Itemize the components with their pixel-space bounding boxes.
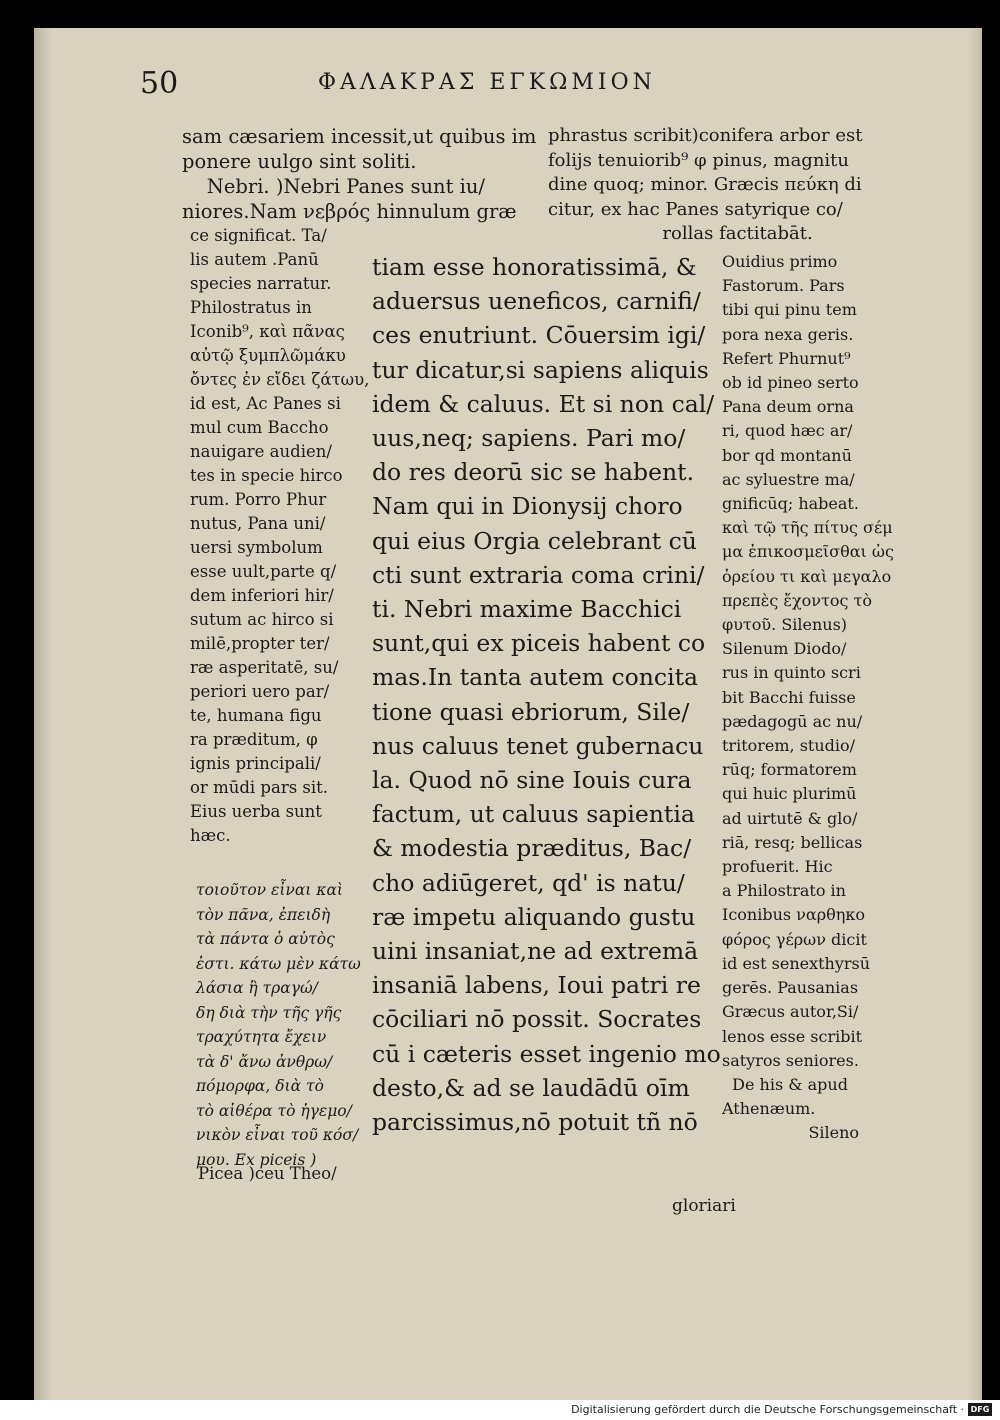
text-line: tibi qui pinu tem: [722, 300, 857, 320]
text-line: ces enutriunt. Cōuersim igi/: [372, 321, 706, 350]
text-line: τοιοῦτον εἶναι καὶ: [196, 881, 343, 899]
text-line: τὰ πάντα ὁ αὐτὸς: [196, 930, 335, 948]
text-line: qui eius Orgia celebrant cū: [372, 526, 697, 555]
text-line: φόρος γέρων dicit: [722, 929, 867, 949]
text-line: ti. Nebri maxime Bacchici: [372, 595, 682, 624]
text-line: ræ impetu aliquando gustu: [372, 902, 696, 931]
running-title: ΦΑΛΑΚΡΑΣ ΕΓΚΩΜΙΟΝ: [318, 70, 656, 95]
text-line: idem & caluus. Et si non cal/: [372, 389, 715, 418]
text-line: ad uirtutē & glo/: [722, 808, 858, 828]
text-line: gerēs. Pausanias: [722, 978, 859, 998]
text-line: periori uero par/: [190, 682, 330, 701]
text-line: tione quasi ebriorum, Sile/: [372, 697, 690, 726]
text-line: do res deorū sic se habent.: [372, 458, 695, 487]
text-line: mas.In tanta autem concita: [372, 663, 699, 692]
text-line: sutum ac hirco si: [190, 610, 334, 629]
text-line: dem inferiori hir/: [190, 586, 334, 605]
text-line: bit Bacchi fuisse: [722, 687, 856, 707]
text-line: te, humana figu: [190, 706, 322, 725]
text-line: esse uult,parte q/: [190, 562, 337, 581]
text-line: insaniā labens, Ioui patri re: [372, 971, 701, 1000]
left-column-end: [198, 1160, 376, 1188]
text-line: aduersus ueneficos, carnifi/: [372, 287, 701, 316]
text-line: De his & apud: [722, 1074, 848, 1094]
funding-notice: Digitalisierung gefördert durch die Deutsche Forschungsgemeinschaft ·: [571, 1403, 964, 1416]
text-line: μου. Ex piceis ): [196, 1150, 317, 1169]
text-line: πρεπὲς ἔχοντος τὸ: [722, 590, 873, 610]
text-line: αὐτῷ ξυμπλῶμάκυ: [190, 346, 346, 365]
text-line: milē,propter ter/: [190, 634, 330, 653]
text-line: nus caluus tenet gubernacu: [372, 731, 704, 760]
text-line: uini insaniat,ne ad extremā: [372, 937, 699, 966]
text-line: la. Quod nō sine Iouis cura: [372, 766, 692, 795]
text-line: satyros seniores.: [722, 1050, 859, 1070]
text-line: rus in quinto scri: [722, 663, 861, 683]
text-line: Eius uerba sunt: [190, 802, 322, 821]
text-line: ob id pineo serto: [722, 373, 859, 393]
text-line: τὸν πᾶνα, ἐπειδὴ: [196, 905, 331, 924]
text-line: Iconibus ναρθηκο: [722, 905, 865, 925]
text-line: ὀρείου τι καὶ μεγαλο: [722, 566, 892, 586]
text-line: species narratur.: [190, 274, 332, 293]
right-column-text: [722, 250, 910, 1146]
text-line: λάσια ἢ τραγώ/: [196, 979, 318, 997]
text-line: cti sunt extraria coma crini/: [372, 560, 705, 589]
text-line: cōciliari nō possit. Socrates: [372, 1005, 702, 1034]
text-line: qui huic plurimū: [722, 784, 857, 804]
text-line: καὶ τῷ τῆς πίτυς σέμ: [722, 518, 893, 538]
text-line: & modestia præditus, Bac/: [372, 834, 692, 863]
text-line: parcissimus,nō potuit tñ nō: [372, 1108, 698, 1137]
text-line: mul cum Baccho: [190, 418, 329, 437]
text-line: ac syluestre ma/: [722, 469, 855, 489]
text-line: rollas factitabāt.: [548, 223, 813, 244]
left-top-text: [182, 124, 562, 224]
text-line: Nebri. )Nebri Panes sunt iu/: [182, 175, 485, 198]
main-text-column: [372, 250, 742, 1139]
text-line: bor qd montanū: [722, 445, 852, 465]
text-line: pædagogū ac nu/: [722, 711, 863, 731]
text-line: nauigare audien/: [190, 442, 332, 461]
text-line: dine quoq; minor. Græcis πεύκη di: [548, 174, 862, 195]
left-column-text: [190, 224, 368, 848]
text-line: tur dicatur,si sapiens aliquis: [372, 355, 709, 384]
text-line: Refert Phurnut⁹: [722, 348, 851, 368]
text-line: riā, resq; bellicas: [722, 832, 863, 852]
text-line: Silenum Diodo/: [722, 639, 847, 659]
text-line: ræ asperitatē, su/: [190, 658, 339, 677]
text-line: citur, ex hac Panes satyrique co/: [548, 198, 843, 220]
greek-quotation: [196, 878, 374, 1172]
text-line: ce significat. Ta/: [190, 226, 327, 245]
text-line: Athenæum.: [722, 1099, 816, 1119]
text-line: uersi symbolum: [190, 538, 323, 557]
text-line: factum, ut caluus sapientia: [372, 800, 695, 829]
text-line: tritorem, studio/: [722, 736, 856, 756]
text-line: tiam esse honoratissimā, &: [372, 253, 697, 281]
page-number: 50: [140, 66, 179, 101]
text-line: τὸ αἰθέρα τὸ ἡγεμο/: [196, 1101, 352, 1120]
text-line: id est, Ac Panes si: [190, 394, 341, 413]
text-line: Nam qui in Dionysij choro: [372, 492, 683, 521]
text-line: ὄντες ἐν εἴδει ζάτωυ,: [190, 370, 370, 389]
text-line: gnificūq; habeat.: [722, 494, 859, 514]
text-line: Fastorum. Pars: [722, 276, 845, 296]
text-line: pora nexa geris.: [722, 324, 854, 344]
text-line: a Philostrato in: [722, 881, 846, 901]
text-line: niores.Nam νεβρός hinnulum græ: [182, 200, 517, 223]
text-line: phrastus scribit)conifera arbor est: [548, 125, 863, 146]
text-line: lenos esse scribit: [722, 1026, 862, 1046]
text-line: ignis principali/: [190, 754, 321, 773]
text-line: νικὸν εἶναι τοῦ κόσ/: [196, 1126, 359, 1144]
text-line: δη διὰ τὴν τῆς γῆς: [196, 1003, 342, 1022]
text-line: rum. Porro Phur: [190, 490, 327, 509]
text-line: Pana deum orna: [722, 397, 854, 417]
text-line: Ouidius primo: [722, 252, 838, 271]
text-line: ra præditum, φ: [190, 730, 318, 749]
text-line: μα ἐπικοσμεῖσθαι ὡς: [722, 542, 894, 562]
text-line: Græcus autor,Si/: [722, 1002, 859, 1022]
text-line: τὰ δ' ἄνω ἀνθρω/: [196, 1052, 333, 1071]
text-line: ri, quod hæc ar/: [722, 421, 853, 441]
text-line: or mūdi pars sit.: [190, 778, 329, 797]
text-line: πόμορφα, διὰ τὸ: [196, 1077, 324, 1095]
text-line: tes in specie hirco: [190, 466, 343, 485]
text-line: sam cæsariem incessit,ut quibus im: [182, 125, 537, 148]
dfg-logo: DFG: [968, 1403, 992, 1416]
text-line: Picea )ceu Theo/: [198, 1164, 337, 1183]
catchword: gloriari: [672, 1196, 736, 1216]
text-line: uus,neq; sapiens. Pari mo/: [372, 424, 686, 453]
text-line: Sileno: [722, 1123, 860, 1143]
text-line: sunt,qui ex piceis habent co: [372, 629, 706, 658]
text-line: folijs tenuiorib⁹ φ pinus, magnitu: [548, 149, 850, 171]
text-line: profuerit. Hic: [722, 857, 833, 877]
text-line: ἐστι. κάτω μὲν κάτω: [196, 954, 361, 973]
text-line: φυτοῦ. Silenus): [722, 615, 848, 635]
text-line: desto,& ad se laudādū oīm: [372, 1073, 690, 1102]
text-line: ponere uulgo sint soliti.: [182, 150, 417, 173]
text-line: cū i cæteris esset ingenio mo: [372, 1039, 721, 1068]
text-line: Iconib⁹, καὶ πᾶνας: [190, 322, 345, 341]
text-line: rūq; formatorem: [722, 760, 857, 780]
right-top-text: [548, 124, 948, 247]
text-line: lis autem .Panū: [190, 250, 319, 269]
text-line: hæc.: [190, 826, 231, 845]
text-line: id est senexthyrsū: [722, 953, 871, 973]
text-line: nutus, Pana uni/: [190, 514, 326, 533]
text-line: τραχύτητα ἔχειν: [196, 1028, 327, 1046]
text-line: Philostratus in: [190, 298, 312, 317]
text-line: cho adiūgeret, qd' is natu/: [372, 868, 685, 897]
